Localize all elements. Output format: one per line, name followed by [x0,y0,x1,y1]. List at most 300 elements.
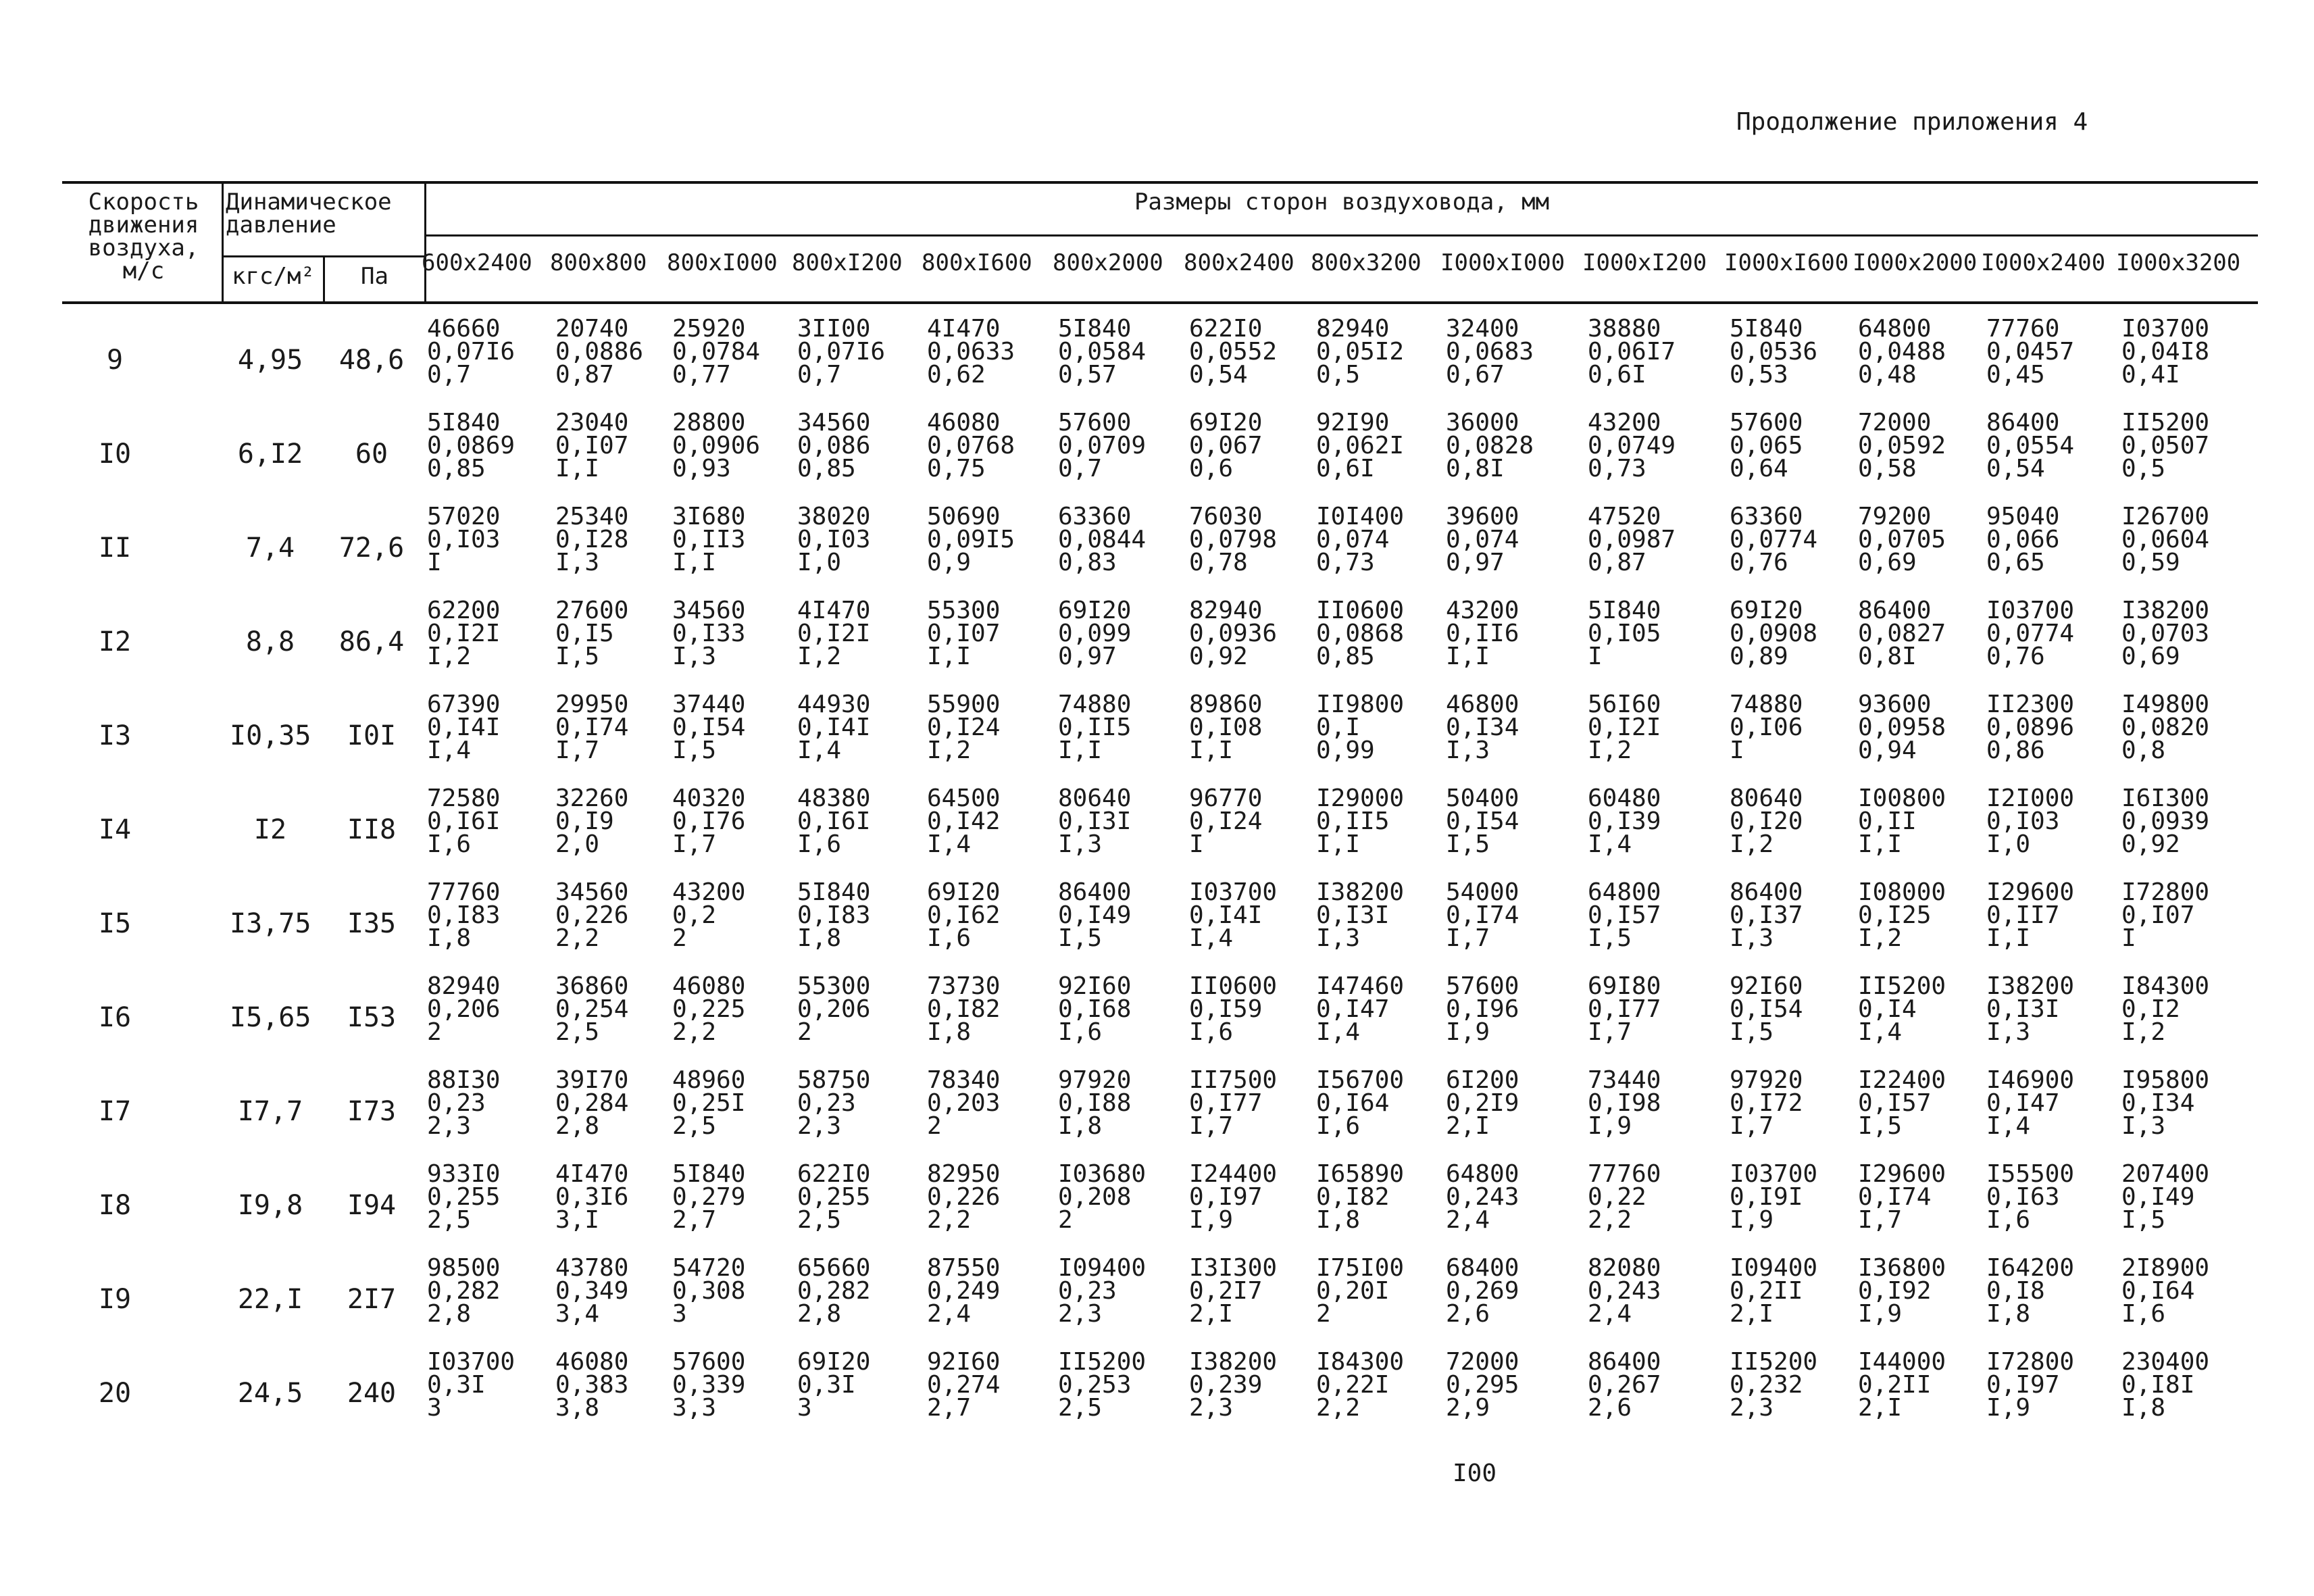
table-cell-value: 0,77 [672,361,731,389]
table-cell-value: 0,383 [555,1371,629,1399]
table-cell-value: I,9 [1446,1018,1490,1046]
table-cell-value: 0,I42 [927,807,1001,835]
col-header-sizes-title: Размеры сторон воздуховода, мм [1134,189,1550,216]
table-cell-value: I [427,549,442,576]
table-cell-value: 56I60 [1588,691,1661,718]
table-cell-value: 622I0 [797,1160,871,1188]
table-cell-value: I,2 [427,643,472,670]
table-cell-value: 0,274 [927,1371,1001,1399]
table-cell-value: 0,54 [1189,361,1248,389]
table-cell-value: 55900 [927,691,1001,718]
table-cell-value: 0,0868 [1316,620,1405,647]
table-cell-value: 62200 [427,597,501,624]
table-cell-value: I,I [1058,737,1103,764]
table-cell-value: 0,284 [555,1089,629,1117]
table-cell-value: 0,I82 [927,995,1001,1023]
table-cell-value: I,4 [427,737,472,764]
table-cell-value: 0,0844 [1058,526,1147,553]
table-cell-value: 0,I97 [1986,1371,2060,1399]
table-cell-value: 0,I24 [927,714,1001,741]
table-cell-value: 73440 [1588,1066,1661,1094]
table-cell-value: 0,0869 [427,432,515,459]
row-pa: 2I7 [347,1284,397,1315]
table-cell-value: I84300 [2121,972,2210,1000]
table-cell-value: I,7 [672,830,717,858]
table-cell-value: 0,I03 [427,526,501,553]
table-cell-value: I,3 [1986,1018,2031,1046]
table-cell-value: 32260 [555,784,629,812]
table-cell-value: 0,65 [1986,549,2045,576]
table-cell-value: I,5 [1446,830,1490,858]
table-cell-value: 38880 [1588,315,1661,343]
table-cell-value: 0,I03 [1986,807,2060,835]
table-cell-value: 0,I2I [797,620,871,647]
table-cell-value: 2,3 [1058,1300,1103,1328]
table-cell-value: 0,0705 [1858,526,1946,553]
table-cell-value: 0,I [1316,714,1361,741]
table-cell-value: 0,206 [797,995,871,1023]
table-cell-value: 0,I47 [1316,995,1390,1023]
table-cell-value: I,4 [797,737,842,764]
table-cell-value: I,5 [1730,1018,1774,1046]
table-cell-value: I24400 [1189,1160,1278,1188]
row-pa: I73 [347,1096,397,1127]
table-cell-value: 0,0886 [555,338,644,366]
table-cell-value: 2,5 [1058,1394,1103,1422]
table-cell-value: 2,5 [555,1018,600,1046]
table-cell-value: 0,0457 [1986,338,2075,366]
col-header-size-4: 800xI600 [922,249,1032,276]
table-cell-value: 80640 [1730,784,1803,812]
table-cell-value: I,I [1316,830,1361,858]
table-cell-value: 0,57 [1058,361,1117,389]
table-cell-value: 0,6I [1588,361,1646,389]
table-cell-value: 0,I07 [2121,901,2195,929]
table-cell-value: 0,93 [672,455,731,482]
col-header-size-12: I000x2400 [1981,249,2106,276]
table-cell-value: 93600 [1858,691,1932,718]
table-cell-value: 0,I83 [427,901,501,929]
table-cell-value: 3II00 [797,315,871,343]
table-cell-value: I,9 [1189,1206,1234,1234]
table-cell-value: 0,0488 [1858,338,1946,366]
row-pa: 72,6 [338,532,405,564]
table-cell-value: 0,97 [1058,643,1117,670]
table-cell-value: 0,208 [1058,1183,1132,1211]
table-cell-value: I,I [1446,643,1490,670]
table-cell-value: 0,04I8 [2121,338,2210,366]
table-cell-value: 72000 [1446,1348,1519,1376]
table-cell-value: 0,I8 [1986,1277,2045,1305]
table-cell-value: 65660 [797,1254,871,1282]
table-cell-value: I,9 [1858,1300,1903,1328]
table-cell-value: 88I30 [427,1066,501,1094]
table-cell-value: I03700 [2121,315,2210,343]
table-cell-value: I,3 [1058,830,1103,858]
table-cell-value: 0,I33 [672,620,746,647]
table-cell-value: 2 [927,1112,942,1140]
table-cell-value: 0,065 [1730,432,1803,459]
table-cell-value: 2,I [1730,1300,1774,1328]
table-cell-value: I0I400 [1316,503,1405,530]
table-cell-value: 0,0827 [1858,620,1946,647]
table-cell-value: 0,225 [672,995,746,1023]
table-cell-value: 0,295 [1446,1371,1519,1399]
table-cell-value: I,3 [1316,924,1361,952]
table-cell-value: 0,I24 [1189,807,1263,835]
table-cell-value: 34560 [797,409,871,437]
table-cell-value: 2,3 [427,1112,472,1140]
table-cell-value: 23040 [555,409,629,437]
table-cell-value: 2,9 [1446,1394,1490,1422]
table-cell-value: 57600 [1446,972,1519,1000]
table-cell-value: 77760 [1986,315,2060,343]
table-cell-value: I,6 [1189,1018,1234,1046]
table-cell-value: II2300 [1986,691,2075,718]
table-cell-value: 78340 [927,1066,1001,1094]
table-cell-value: 97920 [1058,1066,1132,1094]
table-cell-value: 0,I54 [672,714,746,741]
row-speed: I5 [98,908,132,939]
table-cell-value: 0,7 [427,361,472,389]
row-speed: I9 [98,1284,132,1315]
table-cell-value: 0,9 [927,549,972,576]
row-pa: I53 [347,1002,397,1033]
table-cell-value: I95800 [2121,1066,2210,1094]
table-cell-value: 2,8 [427,1300,472,1328]
table-cell-value: 86400 [1986,409,2060,437]
table-cell-value: 0,92 [2121,830,2180,858]
col-header-size-6: 800x2400 [1184,249,1294,276]
table-cell-value: 95040 [1986,503,2060,530]
table-cell-value: 0,0554 [1986,432,2075,459]
table-cell-value: I47460 [1316,972,1405,1000]
table-cell-value: 0,0536 [1730,338,1818,366]
table-cell-value: 0,86 [1986,737,2045,764]
table-cell-value: 0,0749 [1588,432,1676,459]
table-cell-value: 37440 [672,691,746,718]
table-cell-value: I,6 [2121,1300,2166,1328]
table-cell-value: 97920 [1730,1066,1803,1094]
row-speed: I4 [98,814,132,845]
table-cell-value: 39I70 [555,1066,629,1094]
table-cell-value: 73730 [927,972,1001,1000]
table-cell-value: 0,2II [1858,1371,1932,1399]
table-cell-value: 57600 [1058,409,1132,437]
table-cell-value: 0,226 [927,1183,1001,1211]
table-cell-value: I08000 [1858,878,1946,906]
table-cell-value: 0,I72 [1730,1089,1803,1117]
table-cell-value: I,5 [1058,924,1103,952]
table-cell-value: 0,I74 [555,714,629,741]
table-cell-value: 0,23 [797,1089,856,1117]
table-cell-value: I,8 [1986,1300,2031,1328]
table-cell-value: 2,2 [1316,1394,1361,1422]
table-cell-value: II5200 [1858,972,1946,1000]
table-cell-value: 0,06I7 [1588,338,1676,366]
row-speed: I0 [98,439,132,470]
table-cell-value: 67390 [427,691,501,718]
table-cell-value: I,2 [1588,737,1632,764]
table-cell-value: 2 [797,1018,812,1046]
table-cell-value: 3,3 [672,1394,717,1422]
table-cell-value: 69I20 [1189,409,1263,437]
table-cell-value: 0,I47 [1986,1089,2060,1117]
table-cell-value: 0,269 [1446,1277,1519,1305]
table-cell-value: I2I000 [1986,784,2075,812]
table-cell-value: 0,II3 [672,526,746,553]
table-cell-value: 96770 [1189,784,1263,812]
table-cell-value: 0,0774 [1986,620,2075,647]
table-cell-value: 2,2 [927,1206,972,1234]
table-cell-value: 2,4 [1446,1206,1490,1234]
table-cell-value: I00800 [1858,784,1946,812]
row-pa: 48,6 [338,345,405,376]
table-cell-value: 0,09I5 [927,526,1015,553]
row-kgs: 22,I [237,1284,303,1315]
table-cell-value: 43200 [1446,597,1519,624]
col-header-size-3: 800xI200 [792,249,903,276]
table-cell-value: 0,I49 [2121,1183,2195,1211]
table-cell-value: 0,I08 [1189,714,1263,741]
table-cell-value: 0,0604 [2121,526,2210,553]
table-cell-value: 0,8I [1446,455,1505,482]
table-cell-value: 0,I07 [927,620,1001,647]
table-cell-value: 0,2I7 [1189,1277,1263,1305]
table-cell-value: I,2 [927,737,972,764]
table-cell-value: 72000 [1858,409,1932,437]
table-cell-value: 0,279 [672,1183,746,1211]
table-cell-value: 0,I98 [1588,1089,1661,1117]
table-cell-value: 0,75 [927,455,986,482]
table-cell-value: 2,3 [1730,1394,1774,1422]
table-cell-value: 0,282 [797,1277,871,1305]
table-cell-value: 0,0936 [1189,620,1278,647]
table-cell-value: 48960 [672,1066,746,1094]
table-cell-value: I,7 [1858,1206,1903,1234]
table-cell-value: 0,94 [1858,737,1917,764]
table-cell-value: 0,I64 [1316,1089,1390,1117]
col-header-size-0: 600x2400 [422,249,532,276]
table-cell-value: 47520 [1588,503,1661,530]
table-cell-value: 0,5 [1316,361,1361,389]
table-cell-value: 0,I64 [2121,1277,2195,1305]
table-cell-value: 60480 [1588,784,1661,812]
table-cell-value: I55500 [1986,1160,2075,1188]
row-kgs: I2 [253,814,287,845]
pressure-subrule [222,255,424,257]
table-cell-value: 72580 [427,784,501,812]
table-cell-value: 76030 [1189,503,1263,530]
col-header-size-9: I000xI200 [1582,249,1707,276]
table-cell-value: 0,I05 [1588,620,1661,647]
table-cell-value: 2,4 [1588,1300,1632,1328]
table-cell-value: 0,62 [927,361,986,389]
table-cell-value: 92I60 [1730,972,1803,1000]
table-cell-value: 0,0592 [1858,432,1946,459]
table-cell-value: 0,I37 [1730,901,1803,929]
table-cell-value: 0,239 [1189,1371,1263,1399]
table-cell-value: 0,0709 [1058,432,1147,459]
table-cell-value: 0,066 [1986,526,2060,553]
table-cell-value: 0,I77 [1588,995,1661,1023]
table-cell-value: 55300 [927,597,1001,624]
table-cell-value: 0,I2I [1588,714,1661,741]
table-cell-value: 3 [797,1394,812,1422]
table-cell-value: I,8 [427,924,472,952]
table-cell-value: 0,I5 [555,620,614,647]
table-cell-value: I84300 [1316,1348,1405,1376]
table-cell-value: 0,243 [1446,1183,1519,1211]
table-cell-value: 82940 [1189,597,1263,624]
table-cell-value: 0,97 [1446,549,1505,576]
table-cell-value: 0,I59 [1189,995,1263,1023]
table-cell-value: 36000 [1446,409,1519,437]
table-cell-value: 0,I97 [1189,1183,1263,1211]
table-cell-value: 0,05I2 [1316,338,1405,366]
table-cell-value: I38200 [1316,878,1405,906]
table-cell-value: 2,5 [672,1112,717,1140]
col-header-size-11: I000x2000 [1853,249,1978,276]
table-cell-value: 0,6 [1189,455,1234,482]
table-cell-value: I,I [1986,924,2031,952]
table-cell-value: 0,308 [672,1277,746,1305]
table-cell-value: 0,I25 [1858,901,1932,929]
row-kgs: I3,75 [230,908,311,939]
table-cell-value: 0,I6I [797,807,871,835]
table-cell-value: I,7 [1446,924,1490,952]
table-cell-value: 0,3I [797,1371,856,1399]
table-cell-value: 2,3 [1189,1394,1234,1422]
table-cell-value: 0,I4I [797,714,871,741]
table-cell-value: 57600 [1730,409,1803,437]
table-cell-value: 0,2II [1730,1277,1803,1305]
table-cell-value: 40320 [672,784,746,812]
table-cell-value: 0,0798 [1189,526,1278,553]
table-cell-value: 2I8900 [2121,1254,2210,1282]
table-cell-value: 0,349 [555,1277,629,1305]
row-speed: 20 [98,1378,132,1409]
table-cell-value: I29600 [1858,1160,1946,1188]
table-cell-value: 50400 [1446,784,1519,812]
table-cell-value: 0,0507 [2121,432,2210,459]
table-cell-value: I26700 [2121,503,2210,530]
row-pa: I0I [347,720,397,751]
table-cell-value: I,9 [1588,1112,1632,1140]
table-cell-value: 32400 [1446,315,1519,343]
table-cell-value: 0,255 [797,1183,871,1211]
table-cell-value: 46800 [1446,691,1519,718]
table-cell-value: 57020 [427,503,501,530]
table-cell-value: 0,I4I [427,714,501,741]
table-cell-value: 0,I49 [1058,901,1132,929]
table-cell-value: 20740 [555,315,629,343]
table-cell-value: I,4 [927,830,972,858]
table-cell-value: I,I [672,549,717,576]
table-cell-value: I72800 [2121,878,2210,906]
table-cell-value: 0,I57 [1858,1089,1932,1117]
table-cell-value: I,2 [797,643,842,670]
row-pa: II8 [347,814,397,845]
table-cell-value: I6I300 [2121,784,2210,812]
table-cell-value: I,3 [672,643,717,670]
table-cell-value: 77760 [427,878,501,906]
table-cell-value: 3I680 [672,503,746,530]
table-cell-value: 0,07I6 [797,338,886,366]
table-cell-value: 64800 [1446,1160,1519,1188]
table-cell-value: 0,7 [797,361,842,389]
col-header-kgs: кгс/м² [232,263,315,290]
table-cell-value: I03700 [427,1348,515,1376]
table-cell-value: 2,5 [427,1206,472,1234]
row-speed: II [98,532,132,564]
table-cell-value: 0,0703 [2121,620,2210,647]
row-speed: I7 [98,1096,132,1127]
table-cell-value: 0,I28 [555,526,629,553]
table-cell-value: 230400 [2121,1348,2210,1376]
table-cell-value: I03700 [1986,597,2075,624]
row-pa: 240 [347,1378,397,1409]
table-cell-value: 0,I74 [1446,901,1519,929]
table-cell-value: 0,64 [1730,455,1788,482]
table-cell-value: 0,53 [1730,361,1788,389]
table-cell-value: 80640 [1058,784,1132,812]
table-cell-value: II5200 [2121,409,2210,437]
table-cell-value: 5I840 [427,409,501,437]
table-cell-value: 0,I6I [427,807,501,835]
table-cell-value: I09400 [1730,1254,1818,1282]
table-cell-value: 25920 [672,315,746,343]
table-cell-value: II5200 [1730,1348,1818,1376]
table-cell-value: I,7 [1730,1112,1774,1140]
table-cell-value: 2,8 [555,1112,600,1140]
table-cell-value: 36860 [555,972,629,1000]
row-pa: I94 [347,1190,397,1221]
table-cell-value: 0,8I [1858,643,1917,670]
table-cell-value: 0,25I [672,1089,746,1117]
table-cell-value: 0,I2 [2121,995,2180,1023]
table-cell-value: 86400 [1588,1348,1661,1376]
table-cell-value: I,8 [797,924,842,952]
col-header-size-7: 800x3200 [1311,249,1422,276]
table-cell-value: 0,2I9 [1446,1089,1519,1117]
table-cell-value: 0,73 [1588,455,1646,482]
table-cell-value: 0,254 [555,995,629,1023]
table-cell-value: 87550 [927,1254,1001,1282]
table-cell-value: 82940 [427,972,501,1000]
table-cell-value: 54720 [672,1254,746,1282]
row-speed: 9 [106,345,124,376]
table-cell-value: 0,22I [1316,1371,1390,1399]
table-cell-value: 4I470 [555,1160,629,1188]
table-cell-value: 3,8 [555,1394,600,1422]
table-cell-value: 0,7 [1058,455,1103,482]
table-cell-value: I,2 [1730,830,1774,858]
row-speed: I8 [98,1190,132,1221]
table-cell-value: 27600 [555,597,629,624]
table-cell-value: 2,3 [797,1112,842,1140]
table-cell-value: II7500 [1189,1066,1278,1094]
table-cell-value: 2 [427,1018,442,1046]
table-cell-value: 2,7 [927,1394,972,1422]
table-cell-value: 0,85 [427,455,486,482]
col-header-dynamic-pressure: Динамическое давление [226,189,392,239]
table-cell-value: 0,87 [1588,549,1646,576]
table-cell-value: 86400 [1730,878,1803,906]
table-cell-value: 0,282 [427,1277,501,1305]
table-cell-value: 0,I07 [555,432,629,459]
table-cell-value: I,7 [1588,1018,1632,1046]
